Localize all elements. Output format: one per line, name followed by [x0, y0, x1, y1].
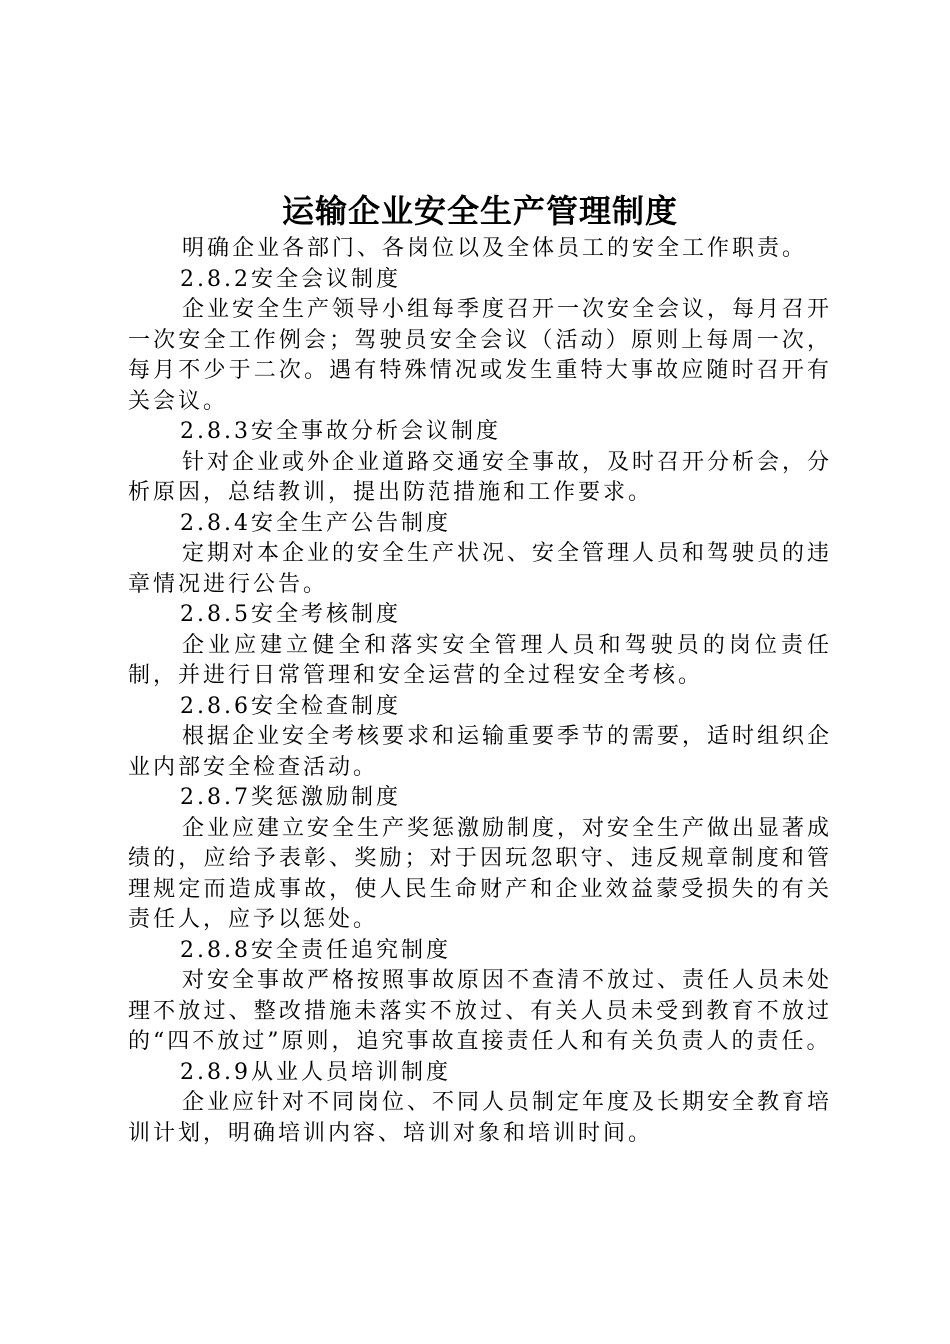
document-page	[128, 188, 832, 1149]
section-heading: 2.8.6安全检查制度	[180, 693, 401, 719]
paragraph: 企业应针对不同岗位、不同人员制定年度及长期安全教育培训计划，明确培训内容、培训对象和培训时间。	[128, 1090, 833, 1146]
paragraph: 明确企业各部门、各岗位以及全体员工的安全工作职责。	[182, 236, 808, 261]
paragraph: 对安全事故严格按照事故原因不查清不放过、责任人员未处理不放过、整改措施未落实不放过、有关人员未受到教育不放过的“四不放过”原则，追究事故直接责任人和有关负责人的责任。	[128, 968, 833, 1054]
paragraph: 企业安全生产领导小组每季度召开一次安全会议，每月召开一次安全工作例会；驾驶员安全会议（活动）原则上每周一次，每月不少于二次。遇有特殊情况或发生重特大事故应随时召开有关会议。	[128, 297, 833, 414]
section-heading: 2.8.4安全生产公告制度	[180, 510, 451, 536]
section-heading: 2.8.3安全事故分析会议制度	[180, 419, 501, 444]
section-heading: 2.8.5安全考核制度	[180, 602, 401, 627]
paragraph: 定期对本企业的安全生产状况、安全管理人员和驾驶员的违章情况进行公告。	[128, 541, 833, 597]
section-heading: 2.8.9从业人员培训制度	[180, 1059, 451, 1085]
paragraph: 针对企业或外企业道路交通安全事故，及时召开分析会，分析原因，总结教训，提出防范措施和工作要求。	[128, 449, 833, 505]
section-heading: 2.8.8安全责任追究制度	[180, 937, 451, 963]
document-title: 运输企业安全生产管理制度	[281, 192, 678, 230]
paragraph: 企业应建立安全生产奖惩激励制度，对安全生产做出显著成绩的，应给予表彰、奖励；对于因玩忽职守、违反规章制度和管理规定而造成事故，使人民生命财产和企业效益蒙受损失的有关责任人，应予以惩处。	[128, 815, 833, 932]
section-heading: 2.8.7奖惩激励制度	[180, 785, 401, 810]
paragraph: 企业应建立健全和落实安全管理人员和驾驶员的岗位责任制，并进行日常管理和安全运营的全过程安全考核。	[128, 632, 832, 688]
paragraph: 根据企业安全考核要求和运输重要季节的需要，适时组织企业内部安全检查活动。	[128, 724, 833, 780]
section-heading: 2.8.2安全会议制度	[180, 266, 401, 292]
